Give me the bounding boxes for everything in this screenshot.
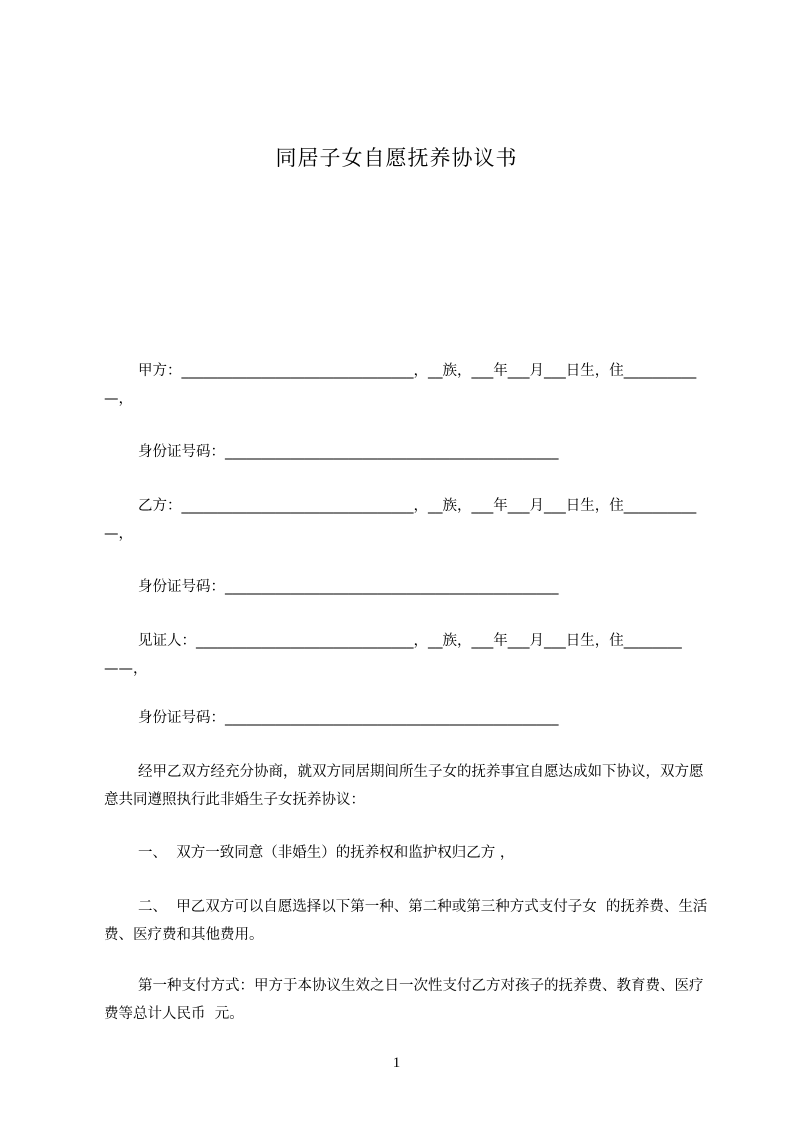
clause-2: 二、 甲乙双方可以自愿选择以下第一种、第二种或第三种方式支付子女 的抚养费、生活费、医疗费和其他费用。 — [104, 899, 708, 943]
payment-method-1: 第一种支付方式：甲方于本协议生效之日一次性支付乙方对孩子的抚养费、教育费、医疗费等总计人民币 元。 — [104, 978, 704, 1022]
page-number: 1 — [392, 1055, 401, 1071]
document-title: 同居子女自愿抚养协议书 — [275, 146, 518, 170]
witness-id: 身份证号码：______________________________________________ — [138, 710, 559, 726]
witness-line: 见证人：______________________________，__族，___年___月___日生，住________——， — [104, 633, 682, 677]
party-a-id: 身份证号码：______________________________________________ — [138, 444, 559, 460]
party-b-id: 身份证号码：______________________________________________ — [138, 579, 559, 595]
party-b-line: 乙方：________________________________，__族，___年___月___日生，住__________—， — [104, 498, 697, 542]
party-a-line: 甲方：________________________________，__族，___年___月___日生，住__________—， — [104, 363, 697, 407]
clause-1: 一、 双方一致同意（非婚生）的抚养权和监护权归乙方 ， — [138, 845, 515, 861]
intro-paragraph: 经甲乙双方经充分协商，就双方同居期间所生子女的抚养事宜自愿达成如下协议，双方愿意共同遵照执行此非婚生子女抚养协议： — [104, 764, 704, 808]
